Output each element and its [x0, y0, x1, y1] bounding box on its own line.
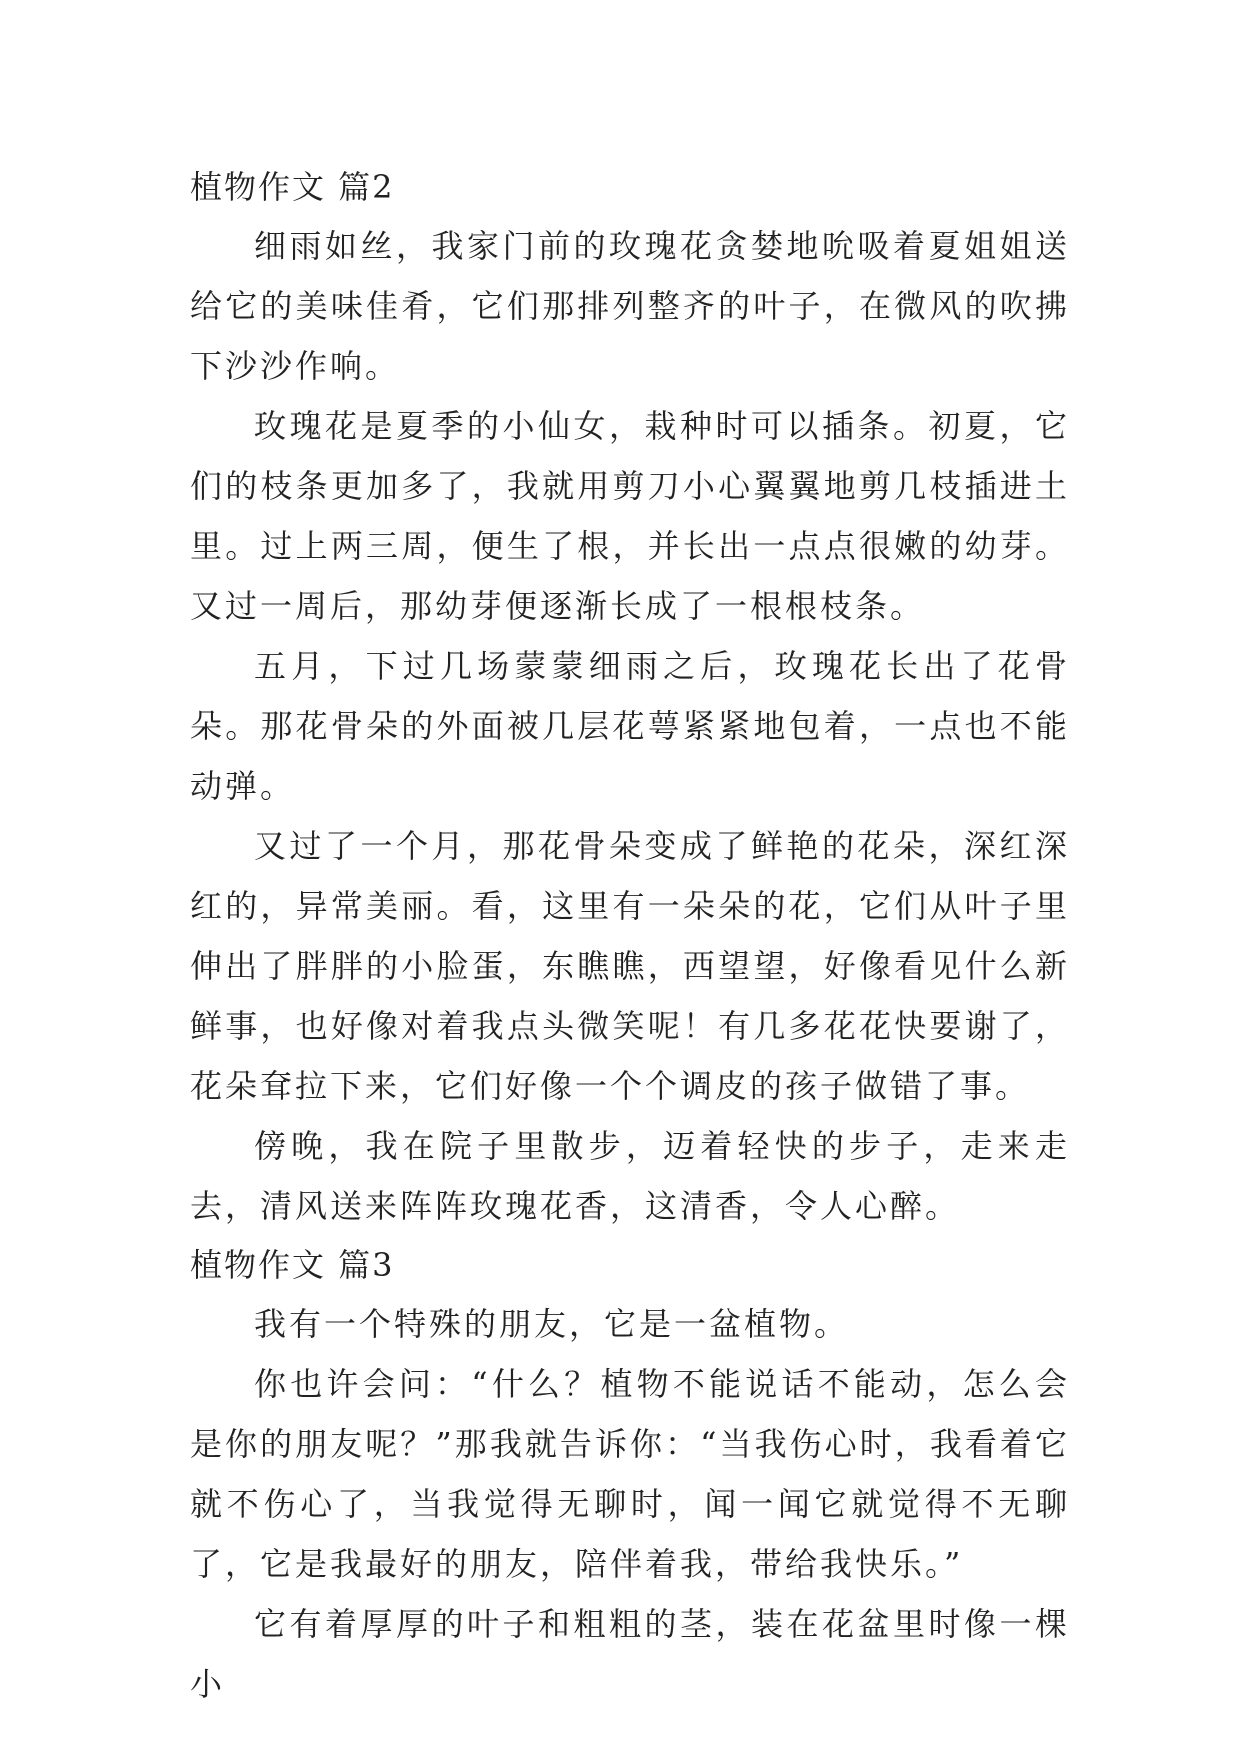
section-heading: 植物作文 篇3	[190, 1246, 395, 1284]
paragraph: 我有一个特殊的朋友，它是一盆植物。	[254, 1305, 850, 1343]
paragraph: 它有着厚厚的叶子和粗粗的茎，装在花盆里时像一棵小	[190, 1605, 1070, 1703]
section-heading: 植物作文 篇2	[190, 168, 395, 206]
document-body	[190, 158, 1070, 1714]
paragraph: 你也许会问：“什么？植物不能说话不能动，怎么会是你的朋友呢？”那我就告诉你：“当我伤心时，我看着它就不伤心了，当我觉得无聊时，闻一闻它就觉得不无聊了，它是我最好的朋友，陪伴着我，带给我快乐。”	[190, 1365, 1070, 1583]
paragraph: 傍晚，我在院子里散步，迈着轻快的步子，走来走去，清风送来阵阵玫瑰花香，这清香，令人心醉。	[190, 1127, 1070, 1225]
paragraph: 又过了一个月，那花骨朵变成了鲜艳的花朵，深红深红的，异常美丽。看，这里有一朵朵的花，它们从叶子里伸出了胖胖的小脸蛋，东瞧瞧，西望望，好像看见什么新鲜事，也好像对着我点头微笑呢！有几多花花快要谢了，花朵耷拉下来，它们好像一个个调皮的孩子做错了事。	[190, 827, 1070, 1105]
paragraph: 玫瑰花是夏季的小仙女，栽种时可以插条。初夏，它们的枝条更加多了，我就用剪刀小心翼翼地剪几枝插进土里。过上两三周，便生了根，并长出一点点很嫩的幼芽。又过一周后，那幼芽便逐渐长成了一根根枝条。	[190, 407, 1070, 625]
paragraph: 五月，下过几场蒙蒙细雨之后，玫瑰花长出了花骨朵。那花骨朵的外面被几层花萼紧紧地包着，一点也不能动弹。	[190, 647, 1070, 805]
paragraph: 细雨如丝，我家门前的玫瑰花贪婪地吮吸着夏姐姐送给它的美味佳肴，它们那排列整齐的叶子，在微风的吹拂下沙沙作响。	[190, 227, 1070, 385]
